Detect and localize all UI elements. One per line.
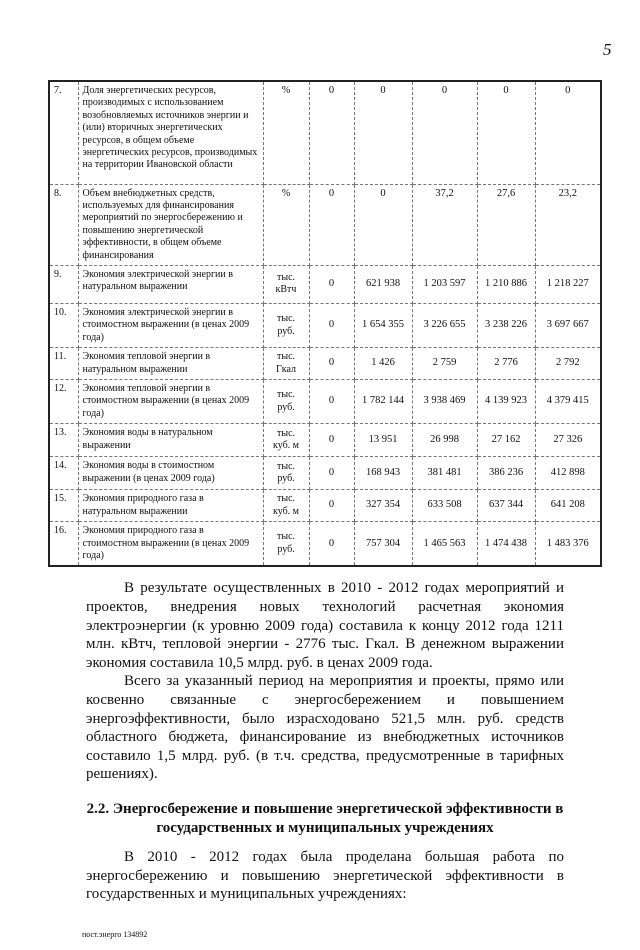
value-cell: 168 943: [354, 457, 412, 490]
table-row: [49, 490, 601, 522]
value-cell: 621 938: [354, 265, 412, 303]
value-cell: 0: [477, 81, 535, 184]
row-number: 16.: [49, 522, 78, 567]
value-cell: 386 236: [477, 457, 535, 490]
value-cell: 641 208: [535, 490, 601, 522]
table-row: [49, 303, 601, 347]
row-number: 7.: [49, 81, 78, 184]
value-cell: 3 226 655: [412, 303, 477, 347]
value-cell: 0: [309, 379, 354, 423]
paragraph-savings: В результате осуществленных в 2010 - 2012 годах мероприятий и проектов, внедрения новых технологий расчетная экономия электроэнергии (к уровню 2009 года) составила к концу 2012 года 1211 млн. кВтч, тепловой энергии - 2776 тыс. Гкал. В денежном выражении экономия составила 10,5 млрд. руб. в ценах 2009 года.: [86, 580, 564, 671]
indicator-name: Доля энергетических ресурсов, производимых с использованием возобновляемых источников энергии и (или) вторичных энергетических ресурсов, в общем объеме энергетических ресурсов, производимых на территории Ивановской области: [78, 81, 263, 184]
page-number: 5: [603, 40, 612, 59]
value-cell: 27 326: [535, 424, 601, 457]
unit: тыс. кВтч: [263, 265, 309, 303]
value-cell: 3 697 667: [535, 303, 601, 347]
section-heading: 2.2. Энергосбережение и повышение энергетической эффективности в государственных и муниципальных учреждениях: [86, 800, 564, 836]
table-row: [49, 265, 601, 303]
value-cell: 0: [535, 81, 601, 184]
indicator-name: Экономия тепловой энергии в стоимостном выражении (в ценах 2009 года): [78, 379, 263, 423]
indicator-name: Экономия природного газа в натуральном выражении: [78, 490, 263, 522]
value-cell: 2 759: [412, 348, 477, 380]
value-cell: 412 898: [535, 457, 601, 490]
value-cell: 0: [309, 265, 354, 303]
value-cell: 0: [309, 457, 354, 490]
value-cell: 26 998: [412, 424, 477, 457]
value-cell: 0: [309, 522, 354, 567]
value-cell: 1 210 886: [477, 265, 535, 303]
indicator-name: Экономия природного газа в стоимостном выражении (в ценах 2009 года): [78, 522, 263, 567]
table-row: [49, 348, 601, 380]
value-cell: 757 304: [354, 522, 412, 567]
unit: тыс. руб.: [263, 303, 309, 347]
row-number: 9.: [49, 265, 78, 303]
unit: тыс. руб.: [263, 522, 309, 567]
unit: тыс. руб.: [263, 379, 309, 423]
value-cell: 4 139 923: [477, 379, 535, 423]
value-cell: 1 465 563: [412, 522, 477, 567]
value-cell: 37,2: [412, 184, 477, 265]
table-row: [49, 522, 601, 567]
value-cell: 27 162: [477, 424, 535, 457]
value-cell: 23,2: [535, 184, 601, 265]
value-cell: 0: [309, 424, 354, 457]
value-cell: 1 782 144: [354, 379, 412, 423]
value-cell: 0: [412, 81, 477, 184]
unit: тыс. Гкал: [263, 348, 309, 380]
value-cell: 1 203 597: [412, 265, 477, 303]
value-cell: 327 354: [354, 490, 412, 522]
row-number: 11.: [49, 348, 78, 380]
table-row: [49, 424, 601, 457]
value-cell: 0: [309, 81, 354, 184]
value-cell: 4 379 415: [535, 379, 601, 423]
unit: тыс. руб.: [263, 457, 309, 490]
unit: %: [263, 184, 309, 265]
table-row: [49, 379, 601, 423]
value-cell: 3 938 469: [412, 379, 477, 423]
row-number: 8.: [49, 184, 78, 265]
unit: тыс. куб. м: [263, 424, 309, 457]
value-cell: 0: [309, 303, 354, 347]
value-cell: 2 792: [535, 348, 601, 380]
value-cell: 13 951: [354, 424, 412, 457]
value-cell: 0: [309, 348, 354, 380]
value-cell: 0: [354, 81, 412, 184]
value-cell: 637 344: [477, 490, 535, 522]
unit: тыс. куб. м: [263, 490, 309, 522]
value-cell: 381 481: [412, 457, 477, 490]
value-cell: 1 474 438: [477, 522, 535, 567]
row-number: 10.: [49, 303, 78, 347]
table-row: [49, 81, 601, 184]
paragraph-spending: Всего за указанный период на мероприятия и проекты, прямо или косвенно связанные с энергосбережением и повышением энергоэффективности, было израсходовано 521,5 млн. руб. средств областного бюджета, финансирование из внебюджетных источников составило 1,5 млрд. руб. (в т.ч. средства, предусмотренные в тарифных решениях).: [86, 673, 564, 783]
value-cell: 3 238 226: [477, 303, 535, 347]
row-number: 15.: [49, 490, 78, 522]
indicator-name: Экономия тепловой энергии в натуральном выражении: [78, 348, 263, 380]
value-cell: 633 508: [412, 490, 477, 522]
value-cell: 0: [309, 184, 354, 265]
value-cell: 27,6: [477, 184, 535, 265]
row-number: 12.: [49, 379, 78, 423]
row-number: 14.: [49, 457, 78, 490]
value-cell: 1 218 227: [535, 265, 601, 303]
table-row: [49, 457, 601, 490]
table-row: [49, 184, 601, 265]
indicator-name: Объем внебюджетных средств, используемых для финансирования мероприятий по энергосбережению и повышению энергетической эффективности, в общем объеме финансирования: [78, 184, 263, 265]
indicators-table: [48, 80, 602, 567]
paragraph-institutions: В 2010 - 2012 годах была проделана большая работа по энергосбережению и повышению энергетической эффективности в государственных и муниципальных учреждениях:: [86, 848, 564, 903]
indicator-name: Экономия электрической энергии в стоимостном выражении (в ценах 2009 года): [78, 303, 263, 347]
footer-code: пост.энерго 134892: [82, 929, 148, 939]
value-cell: 0: [354, 184, 412, 265]
value-cell: 0: [309, 490, 354, 522]
indicator-name: Экономия электрической энергии в натуральном выражении: [78, 265, 263, 303]
unit: %: [263, 81, 309, 184]
value-cell: 1 426: [354, 348, 412, 380]
indicator-name: Экономия воды в натуральном выражении: [78, 424, 263, 457]
value-cell: 1 483 376: [535, 522, 601, 567]
indicator-name: Экономия воды в стоимостном выражении (в ценах 2009 года): [78, 457, 263, 490]
value-cell: 2 776: [477, 348, 535, 380]
value-cell: 1 654 355: [354, 303, 412, 347]
row-number: 13.: [49, 424, 78, 457]
